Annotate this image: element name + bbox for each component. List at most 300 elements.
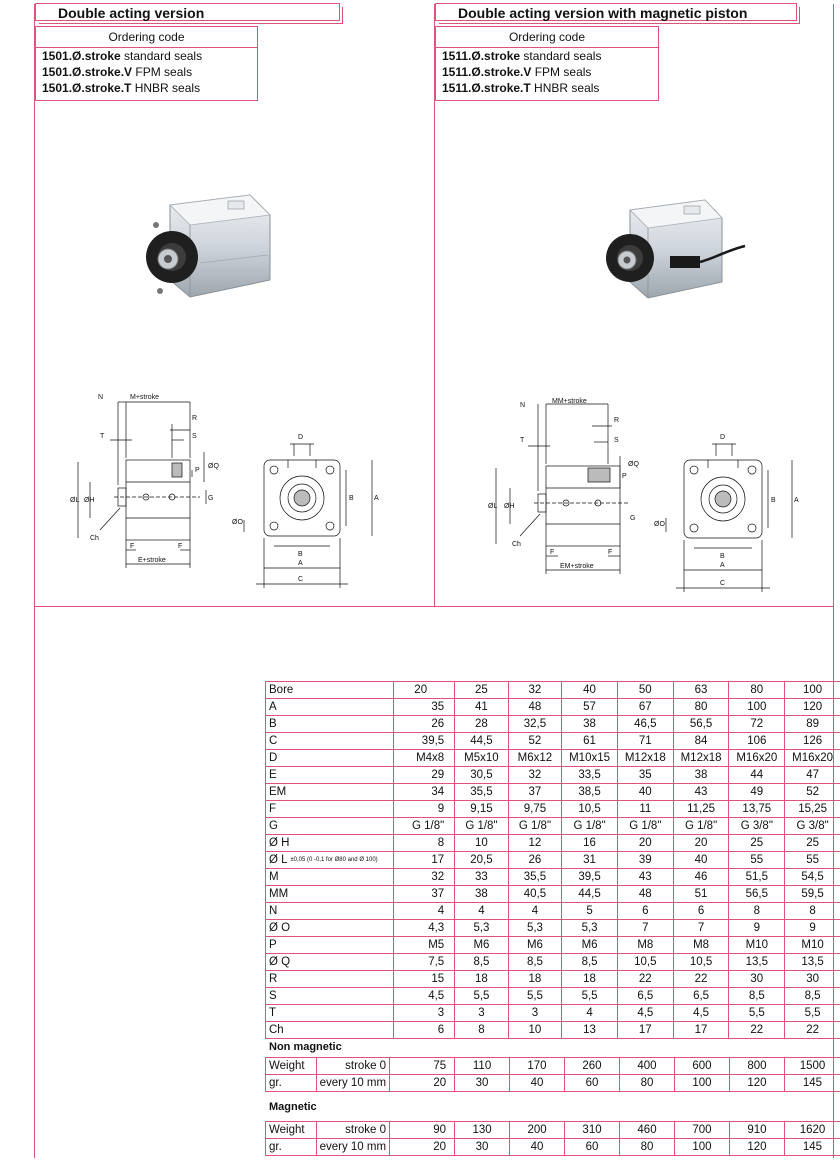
table-row — [266, 818, 840, 835]
table-cell: 80 — [673, 699, 729, 716]
right-code-line: 1511.Ø.stroke.V FPM seals — [442, 65, 592, 79]
table-cell: 126 — [785, 733, 840, 750]
side-view-drawing — [70, 390, 230, 570]
table-cell: 7 — [673, 920, 729, 937]
table-cell: 49 — [729, 784, 785, 801]
weight-cell: 60 — [565, 1139, 620, 1156]
row-label — [266, 954, 394, 971]
table-cell: 41 — [455, 699, 509, 716]
table-cell: 10 — [455, 835, 509, 852]
table-cell: M8 — [673, 937, 729, 954]
table-cell: 22 — [785, 1022, 840, 1039]
weight-cell: 200 — [510, 1122, 565, 1139]
table-row — [266, 835, 840, 852]
table-cell: 35 — [394, 699, 455, 716]
row-label-text: E — [269, 769, 277, 781]
dim-C: C — [720, 580, 726, 587]
table-cell: 15 — [394, 971, 455, 988]
table-row — [266, 1005, 840, 1022]
weight-sublabel: every 10 mm — [316, 1139, 389, 1156]
table-row — [266, 767, 840, 784]
table-cell: 6 — [673, 903, 729, 920]
weight-sublabel: stroke 0 — [316, 1058, 389, 1075]
bore-cell: 25 — [455, 682, 509, 699]
table-cell: 100 — [729, 699, 785, 716]
dim-F: F — [178, 543, 183, 550]
left-ordering-label: Ordering code — [36, 27, 257, 48]
row-label — [266, 699, 394, 716]
table-header-row — [266, 682, 840, 699]
weight-row — [266, 1058, 840, 1075]
table-cell: 59,5 — [785, 886, 840, 903]
dim-T: T — [520, 437, 525, 444]
row-label — [266, 920, 394, 937]
table-cell: 26 — [508, 852, 562, 869]
dim-S: S — [192, 433, 197, 440]
dim-A: A — [794, 497, 799, 504]
weight-cell: 75 — [390, 1058, 455, 1075]
table-cell: 15,25 — [785, 801, 840, 818]
table-cell: 30 — [785, 971, 840, 988]
table-cell: 10 — [508, 1022, 562, 1039]
table-cell: 5,3 — [508, 920, 562, 937]
table-cell: 47 — [785, 767, 840, 784]
table-cell: 5,3 — [562, 920, 618, 937]
table-cell: 4,3 — [394, 920, 455, 937]
table-cell: 38 — [455, 886, 509, 903]
dim-L: ØL — [488, 503, 498, 510]
dim-E: E+stroke — [138, 557, 166, 564]
table-cell: 71 — [617, 733, 673, 750]
weight-cell: 460 — [620, 1122, 675, 1139]
dim-Ch: Ch — [512, 541, 521, 548]
left-ordering-box — [35, 26, 258, 101]
dim-R: R — [614, 417, 620, 424]
table-cell: 31 — [562, 852, 618, 869]
weight-cell: 310 — [565, 1122, 620, 1139]
table-cell: 13,75 — [729, 801, 785, 818]
row-label-text: Ø L — [269, 854, 288, 866]
table-cell: 8 — [729, 903, 785, 920]
table-cell: 10,5 — [562, 801, 618, 818]
table-cell: 3 — [455, 1005, 509, 1022]
table-row — [266, 920, 840, 937]
dim-Q: ØQ — [208, 463, 219, 470]
table-row — [266, 886, 840, 903]
row-label — [266, 835, 394, 852]
cylinder-photo — [140, 185, 280, 305]
dim-P: P — [622, 473, 627, 480]
dimensions-table — [265, 681, 840, 1039]
table-row — [266, 1022, 840, 1039]
weight-cell: 60 — [564, 1075, 619, 1092]
weight-cell: 145 — [784, 1139, 840, 1156]
table-cell: G 3/8" — [729, 818, 785, 835]
table-cell: 40 — [617, 784, 673, 801]
table-header-label: Bore — [266, 682, 394, 699]
table-cell: 9 — [785, 920, 840, 937]
table-cell: 5,5 — [455, 988, 509, 1005]
dim-H: ØH — [84, 497, 95, 504]
row-label — [266, 818, 394, 835]
table-row — [266, 699, 840, 716]
table-cell: 28 — [455, 716, 509, 733]
table-cell: 46 — [673, 869, 729, 886]
dim-D: D — [720, 434, 726, 441]
row-label-text: Ch — [269, 1024, 284, 1036]
row-label — [266, 733, 394, 750]
table-cell: 8,5 — [562, 954, 618, 971]
table-cell: G 1/8" — [394, 818, 455, 835]
table-cell: 39,5 — [394, 733, 455, 750]
row-label — [266, 886, 394, 903]
weight-cell: 130 — [455, 1122, 510, 1139]
table-cell: 10,5 — [617, 954, 673, 971]
row-label-text: Ø H — [269, 837, 290, 849]
row-label — [266, 1005, 394, 1022]
magnetic-heading: Magnetic — [269, 1101, 317, 1113]
table-cell: 35,5 — [508, 869, 562, 886]
row-label — [266, 937, 394, 954]
table-cell: 8 — [785, 903, 840, 920]
table-cell: 48 — [617, 886, 673, 903]
table-cell: 9 — [729, 920, 785, 937]
table-cell: M12x18 — [617, 750, 673, 767]
table-cell: G 1/8" — [455, 818, 509, 835]
table-cell: 55 — [729, 852, 785, 869]
weight-cell: 80 — [619, 1075, 674, 1092]
table-cell: 39,5 — [562, 869, 618, 886]
table-cell: 20 — [617, 835, 673, 852]
table-cell: 6 — [617, 903, 673, 920]
table-cell: 4 — [455, 903, 509, 920]
table-cell: 35 — [617, 767, 673, 784]
table-cell: 5,5 — [508, 988, 562, 1005]
dim-N: N — [520, 402, 526, 409]
dim-T: T — [100, 433, 105, 440]
table-cell: 20,5 — [455, 852, 509, 869]
right-ordering-label: Ordering code — [436, 27, 658, 48]
table-row — [266, 988, 840, 1005]
table-cell: 13,5 — [729, 954, 785, 971]
table-cell: 3 — [508, 1005, 562, 1022]
dim-L: ØL — [70, 497, 80, 504]
table-row — [266, 954, 840, 971]
table-cell: 8,5 — [785, 988, 840, 1005]
row-label-text: M — [269, 871, 279, 883]
weight-cell: 145 — [784, 1075, 840, 1092]
dim-B: B — [349, 495, 354, 502]
dim-D: D — [298, 434, 304, 441]
row-label-text: P — [269, 939, 277, 951]
bore-cell: 40 — [562, 682, 618, 699]
weight-cell: 30 — [455, 1139, 510, 1156]
weight-cell: 1620 — [784, 1122, 840, 1139]
table-cell: 5,5 — [729, 1005, 785, 1022]
weight-sublabel: every 10 mm — [316, 1075, 389, 1092]
table-cell: M12x18 — [673, 750, 729, 767]
weight-cell: 90 — [390, 1122, 455, 1139]
magnetic-side-view-drawing — [480, 396, 640, 576]
bore-cell: 32 — [508, 682, 562, 699]
table-row — [266, 869, 840, 886]
dim-R: R — [192, 415, 198, 422]
table-cell: 120 — [785, 699, 840, 716]
dim-E: EM+stroke — [560, 563, 594, 570]
dim-B: B — [720, 553, 725, 560]
table-cell: 18 — [562, 971, 618, 988]
table-cell: 17 — [394, 852, 455, 869]
table-cell: 40 — [673, 852, 729, 869]
table-cell: 5,3 — [455, 920, 509, 937]
table-cell: 4,5 — [394, 988, 455, 1005]
table-cell: 7,5 — [394, 954, 455, 971]
dim-O: ØO — [654, 521, 665, 528]
right-code-line: 1511.Ø.stroke standard seals — [442, 49, 602, 63]
row-label-text: N — [269, 905, 278, 917]
row-label — [266, 869, 394, 886]
table-cell: 8,5 — [455, 954, 509, 971]
weight-cell: 120 — [729, 1075, 784, 1092]
table-cell: G 3/8" — [785, 818, 840, 835]
table-cell: 32 — [394, 869, 455, 886]
dim-F: F — [608, 549, 613, 556]
table-cell: 4,5 — [617, 1005, 673, 1022]
row-label-note: ±0,05 (0 -0,1 for Ø80 and Ø 100) — [290, 856, 378, 863]
bore-cell: 100 — [785, 682, 840, 699]
magnetic-weight-table — [265, 1121, 840, 1156]
table-cell: 10,5 — [673, 954, 729, 971]
table-cell: 43 — [673, 784, 729, 801]
table-cell: 4 — [562, 1005, 618, 1022]
bore-cell: 63 — [673, 682, 729, 699]
bore-cell: 20 — [394, 682, 455, 699]
table-cell: 5 — [562, 903, 618, 920]
left-title: Double acting version — [35, 3, 340, 21]
row-label — [266, 750, 394, 767]
row-label — [266, 784, 394, 801]
dim-P: P — [195, 467, 200, 474]
row-label — [266, 1022, 394, 1039]
table-cell: 29 — [394, 767, 455, 784]
weight-cell: 20 — [390, 1075, 455, 1092]
weight-cell: 30 — [455, 1075, 510, 1092]
table-cell: 8 — [455, 1022, 509, 1039]
table-cell: 11 — [617, 801, 673, 818]
table-cell: 22 — [673, 971, 729, 988]
table-cell: 25 — [729, 835, 785, 852]
table-cell: 37 — [394, 886, 455, 903]
weight-cell: 1500 — [784, 1058, 840, 1075]
table-row — [266, 716, 840, 733]
row-label — [266, 801, 394, 818]
dim-F: F — [130, 543, 135, 550]
table-cell: 57 — [562, 699, 618, 716]
weight-row — [266, 1122, 840, 1139]
table-cell: 33,5 — [562, 767, 618, 784]
table-cell: M10 — [785, 937, 840, 954]
table-cell: 6,5 — [617, 988, 673, 1005]
table-cell: 32 — [508, 767, 562, 784]
table-cell: 48 — [508, 699, 562, 716]
table-cell: 51 — [673, 886, 729, 903]
table-cell: 25 — [785, 835, 840, 852]
table-cell: 38,5 — [562, 784, 618, 801]
table-cell: 4,5 — [673, 1005, 729, 1022]
row-label-text: F — [269, 803, 277, 815]
table-cell: 84 — [673, 733, 729, 750]
dim-B: B — [298, 551, 303, 558]
row-label-text: D — [269, 752, 278, 764]
weight-row — [266, 1075, 840, 1092]
row-label-text: Ø Q — [269, 956, 291, 968]
table-cell: 5,5 — [785, 1005, 840, 1022]
dim-Q: ØQ — [628, 461, 639, 468]
dim-F: F — [550, 549, 555, 556]
table-cell: M16x20 — [729, 750, 785, 767]
table-cell: 4 — [508, 903, 562, 920]
dim-A: A — [720, 562, 725, 569]
table-cell: 20 — [673, 835, 729, 852]
table-cell: 52 — [508, 733, 562, 750]
table-row — [266, 750, 840, 767]
weight-cell: 700 — [675, 1122, 730, 1139]
row-label-text: EM — [269, 786, 287, 798]
table-cell: 4 — [394, 903, 455, 920]
table-cell: 16 — [562, 835, 618, 852]
row-label-text: G — [269, 820, 278, 832]
table-cell: 39 — [617, 852, 673, 869]
non-magnetic-weight-table — [265, 1057, 840, 1092]
table-cell: 3 — [394, 1005, 455, 1022]
row-label-text: B — [269, 718, 277, 730]
table-cell: 8,5 — [508, 954, 562, 971]
weight-cell: 80 — [620, 1139, 675, 1156]
weight-cell: 40 — [509, 1075, 564, 1092]
table-cell: G 1/8" — [508, 818, 562, 835]
row-label-text: S — [269, 990, 277, 1002]
weight-cell: 170 — [509, 1058, 564, 1075]
weight-sublabel: stroke 0 — [316, 1122, 389, 1139]
table-cell: 54,5 — [785, 869, 840, 886]
table-cell: 8,5 — [729, 988, 785, 1005]
row-label-text: R — [269, 973, 278, 985]
table-cell: M6x12 — [508, 750, 562, 767]
front-view-drawing — [232, 428, 392, 594]
table-row — [266, 971, 840, 988]
table-row — [266, 937, 840, 954]
row-label-text: MM — [269, 888, 289, 900]
table-cell: 40,5 — [508, 886, 562, 903]
table-cell: M10x15 — [562, 750, 618, 767]
table-cell: 30 — [729, 971, 785, 988]
table-cell: 7 — [617, 920, 673, 937]
table-cell: 38 — [673, 767, 729, 784]
weight-cell: 120 — [729, 1139, 784, 1156]
table-row — [266, 801, 840, 818]
table-cell: 72 — [729, 716, 785, 733]
weight-cell: 600 — [674, 1058, 729, 1075]
table-cell: 33 — [455, 869, 509, 886]
table-cell: M16x20 — [785, 750, 840, 767]
table-cell: M10 — [729, 937, 785, 954]
weight-cell: 910 — [729, 1122, 784, 1139]
right-code-line: 1511.Ø.stroke.T HNBR seals — [442, 81, 600, 95]
table-cell: 22 — [617, 971, 673, 988]
dim-A: A — [298, 560, 303, 567]
table-cell: M6 — [562, 937, 618, 954]
weight-cell: 800 — [729, 1058, 784, 1075]
dim-M: MM+stroke — [552, 398, 587, 405]
table-cell: 37 — [508, 784, 562, 801]
table-cell: M5x10 — [455, 750, 509, 767]
row-label-text: C — [269, 735, 278, 747]
row-label — [266, 716, 394, 733]
table-cell: G 1/8" — [562, 818, 618, 835]
magnetic-front-view-drawing — [652, 424, 812, 596]
weight-cell: 100 — [674, 1075, 729, 1092]
row-label — [266, 767, 394, 784]
table-cell: 35,5 — [455, 784, 509, 801]
row-label — [266, 903, 394, 920]
section-divider — [34, 606, 834, 607]
table-cell: 9,15 — [455, 801, 509, 818]
dim-O: ØO — [232, 519, 243, 526]
weight-cell: 400 — [619, 1058, 674, 1075]
right-ordering-box — [435, 26, 659, 101]
weight-label: gr. — [266, 1075, 317, 1092]
left-code-line: 1501.Ø.stroke.T HNBR seals — [42, 81, 201, 95]
row-label-text: Ø O — [269, 922, 291, 934]
table-cell: M8 — [617, 937, 673, 954]
row-label — [266, 852, 394, 869]
table-cell: G 1/8" — [617, 818, 673, 835]
table-cell: 34 — [394, 784, 455, 801]
dim-A: A — [374, 495, 379, 502]
table-cell: 9 — [394, 801, 455, 818]
table-cell: 6 — [394, 1022, 455, 1039]
dim-C: C — [298, 576, 304, 583]
table-cell: 17 — [617, 1022, 673, 1039]
table-cell: M6 — [455, 937, 509, 954]
table-cell: 89 — [785, 716, 840, 733]
table-cell: 26 — [394, 716, 455, 733]
table-cell: 22 — [729, 1022, 785, 1039]
table-cell: 51,5 — [729, 869, 785, 886]
non-magnetic-heading: Non magnetic — [269, 1041, 342, 1053]
table-cell: 5,5 — [562, 988, 618, 1005]
table-cell: 18 — [508, 971, 562, 988]
dim-H: ØH — [504, 503, 515, 510]
table-cell: 55 — [785, 852, 840, 869]
table-cell: 38 — [562, 716, 618, 733]
weight-row — [266, 1139, 840, 1156]
table-cell: 67 — [617, 699, 673, 716]
table-cell: 8 — [394, 835, 455, 852]
table-row — [266, 852, 840, 869]
weight-label: Weight — [266, 1058, 317, 1075]
row-label-text: A — [269, 701, 277, 713]
table-row — [266, 903, 840, 920]
table-cell: 52 — [785, 784, 840, 801]
weight-cell: 20 — [390, 1139, 455, 1156]
table-cell: 6,5 — [673, 988, 729, 1005]
table-cell: M5 — [394, 937, 455, 954]
table-cell: 18 — [455, 971, 509, 988]
row-label — [266, 971, 394, 988]
table-row — [266, 733, 840, 750]
weight-cell: 260 — [564, 1058, 619, 1075]
